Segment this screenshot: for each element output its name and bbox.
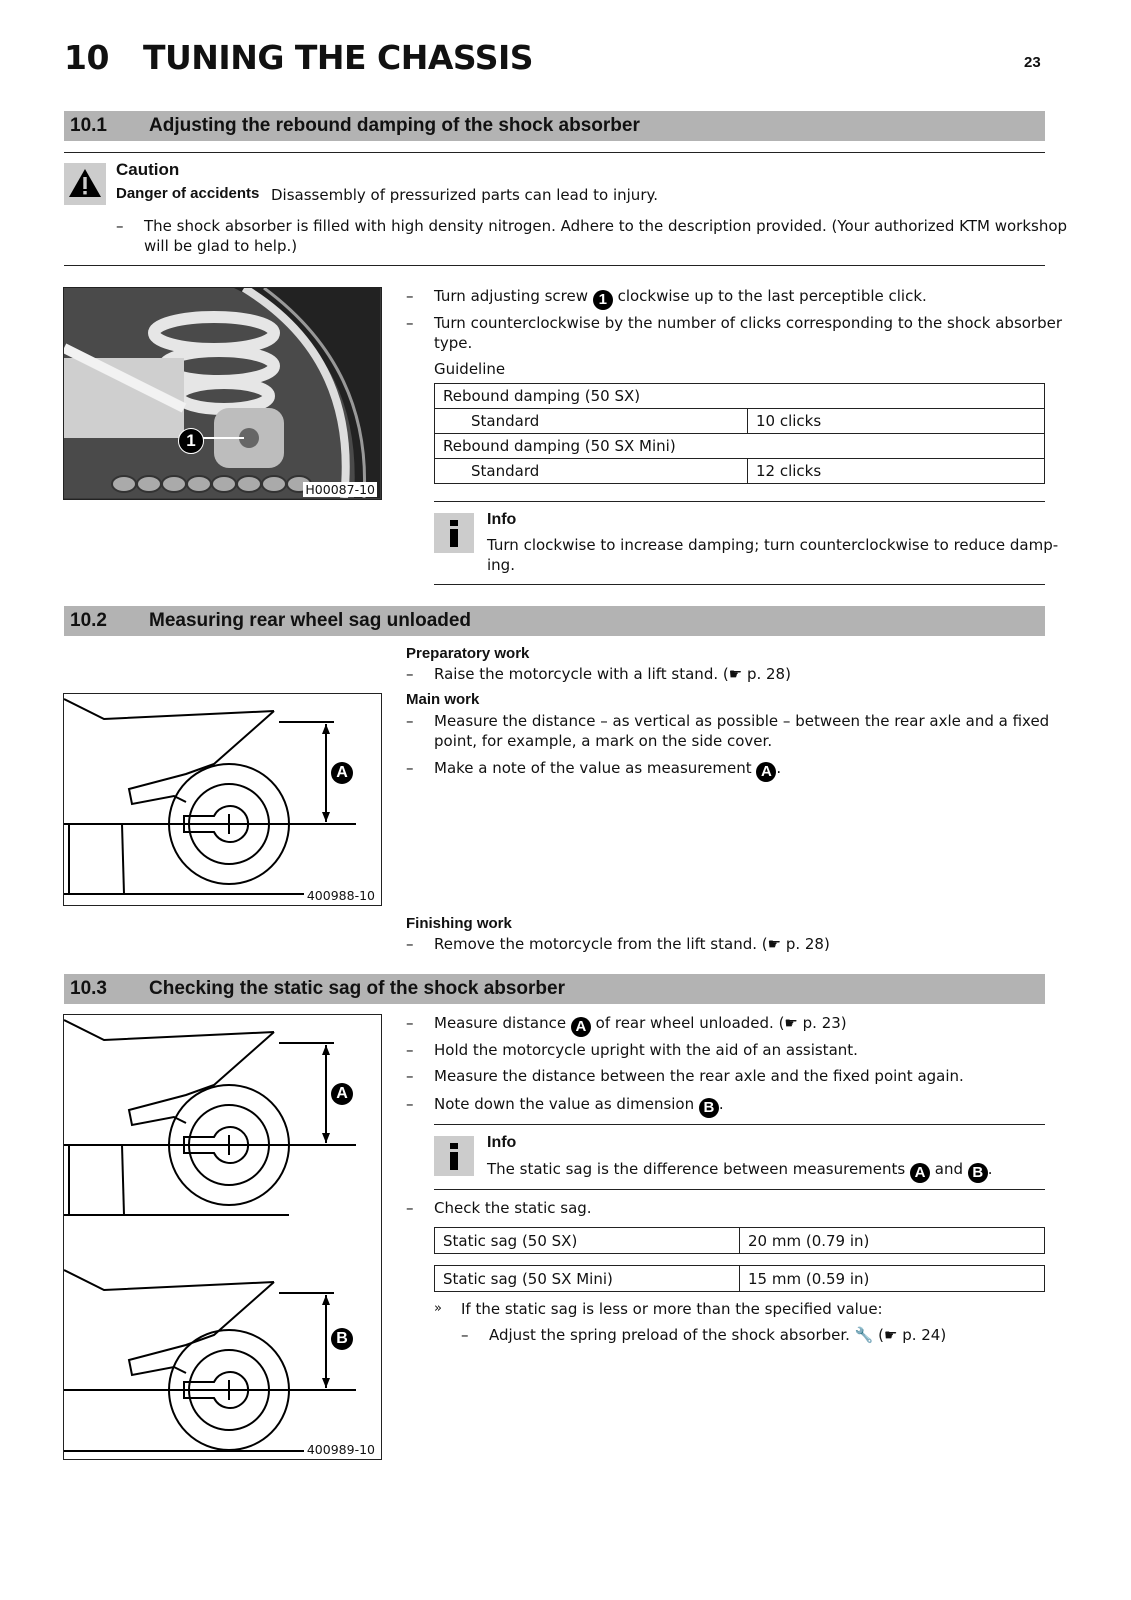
static-sag-table-50sx — [434, 1227, 1045, 1254]
step-measure-again: Measure the distance between the rear axle and the fixed point again. — [434, 1067, 964, 1085]
marker-a: A — [910, 1163, 930, 1183]
info-icon — [434, 513, 474, 553]
marker-a: A — [571, 1017, 591, 1037]
static-sag-diagram — [63, 1014, 382, 1460]
figure-id: H00087-10 — [305, 482, 375, 497]
bullet-dash: – — [406, 935, 414, 953]
step-note-dimension — [434, 1094, 724, 1118]
static-sag-table-50sx-mini — [434, 1265, 1045, 1292]
section-title: Measuring rear wheel sag unloaded — [149, 610, 472, 631]
bullet-dash: – — [116, 217, 124, 235]
section-number: 10.2 — [70, 610, 107, 631]
divider — [434, 584, 1045, 585]
table-cell: Rebound damping (50 SX Mini) — [435, 434, 1045, 459]
info-text-line2: ing. — [487, 556, 515, 574]
finishing-step: Remove the motorcycle from the lift stand. (☛ p. 28) — [434, 935, 830, 953]
table-cell: 10 clicks — [748, 409, 1045, 434]
check-static-sag: Check the static sag. — [434, 1199, 592, 1217]
condition-text: If the static sag is less or more than the specified value: — [461, 1300, 883, 1318]
page-number: 23 — [1024, 54, 1041, 71]
section-header-10-2 — [64, 606, 1045, 636]
info-text-line1: Turn clockwise to increase damping; turn counterclockwise to reduce damp- — [487, 536, 1059, 554]
bullet-dash: – — [406, 287, 414, 305]
divider — [434, 501, 1045, 502]
rear-wheel-diagram — [63, 693, 382, 906]
step-hold-upright: Hold the motorcycle upright with the aid of an assistant. — [434, 1041, 858, 1059]
info-text-part: The static sag is the difference between measurements — [487, 1160, 906, 1178]
step-counterclockwise-line2: type. — [434, 334, 473, 352]
caution-title: Caution — [116, 160, 180, 179]
table-cell: Static sag (50 SX Mini) — [435, 1266, 740, 1292]
caution-text: Disassembly of pressurized parts can lead to injury. — [271, 186, 658, 204]
caution-bullet-line2: will be glad to help.) — [144, 237, 298, 255]
bullet-dash: – — [406, 665, 414, 683]
table-cell: 15 mm (0.59 in) — [740, 1266, 1045, 1292]
action-text: Adjust the spring preload of the shock absorber. 🔧 (☛ p. 24) — [489, 1326, 947, 1344]
figure-id: 400988-10 — [306, 888, 375, 903]
table-cell: Rebound damping (50 SX) — [435, 384, 1045, 409]
bullet-dash: – — [406, 1199, 414, 1217]
table-cell: 12 clicks — [748, 459, 1045, 484]
section-title: Adjusting the rebound damping of the shock absorber — [149, 115, 640, 136]
step-counterclockwise-line1: Turn counterclockwise by the number of clicks corresponding to the shock absorber — [434, 314, 1063, 332]
step-text: Measure distance — [434, 1014, 567, 1032]
step-text: Turn adjusting screw — [434, 287, 589, 305]
section-title: Checking the static sag of the shock absorber — [149, 978, 565, 999]
table-cell: 20 mm (0.79 in) — [740, 1228, 1045, 1254]
finishing-work-label: Finishing work — [406, 915, 512, 932]
figure-marker-1: 1 — [178, 428, 204, 454]
preparatory-step: Raise the motorcycle with a lift stand. (☛ p. 28) — [434, 665, 791, 683]
section-number: 10.3 — [70, 978, 107, 999]
marker-a: A — [756, 762, 776, 782]
section-number: 10.1 — [70, 115, 107, 136]
bullet-dash: – — [406, 1041, 414, 1059]
bullet-dash: – — [406, 314, 414, 332]
divider — [434, 1124, 1045, 1125]
divider — [64, 152, 1045, 153]
marker-1: 1 — [593, 290, 613, 310]
main-step-1-line1: Measure the distance – as vertical as possible – between the rear axle and a fixed — [434, 712, 1050, 730]
info-icon — [434, 1136, 474, 1176]
step-text: of rear wheel unloaded. (☛ p. 23) — [595, 1014, 847, 1032]
section-header-10-1 — [64, 111, 1045, 141]
caution-label: Danger of accidents — [116, 185, 260, 202]
guideline-label: Guideline — [434, 360, 506, 378]
condition-marker: » — [434, 1301, 442, 1316]
preparatory-work-label: Preparatory work — [406, 645, 530, 662]
bullet-dash: – — [461, 1326, 469, 1344]
step-text: . — [718, 1095, 724, 1113]
figure-marker-a: A — [331, 1083, 353, 1105]
shock-absorber-photo — [63, 287, 382, 500]
section-header-10-3 — [64, 974, 1045, 1004]
marker-b: B — [699, 1098, 719, 1118]
info-text-part: and — [934, 1160, 964, 1178]
figure-id: 400989-10 — [306, 1442, 375, 1457]
marker-b: B — [968, 1163, 988, 1183]
figure-marker-a: A — [331, 762, 353, 784]
main-step-1-line2: point, for example, a mark on the side cover. — [434, 732, 773, 750]
step-text: Make a note of the value as measurement — [434, 759, 752, 777]
info-text — [487, 1159, 993, 1183]
bullet-dash: – — [406, 1067, 414, 1085]
step-text: Note down the value as dimension — [434, 1095, 695, 1113]
warning-icon — [64, 163, 106, 205]
bullet-dash: – — [406, 712, 414, 730]
figure-marker-b: B — [331, 1328, 353, 1350]
divider — [434, 1189, 1045, 1190]
bullet-dash: – — [406, 759, 414, 777]
divider — [64, 265, 1045, 266]
main-step-2 — [434, 758, 781, 782]
chapter-number: 10 — [64, 38, 109, 77]
table-cell: Static sag (50 SX) — [435, 1228, 740, 1254]
chapter-title: TUNING THE CHASSIS — [143, 38, 534, 77]
rebound-damping-table — [434, 383, 1045, 484]
step-text: clockwise up to the last perceptible click. — [617, 287, 927, 305]
bullet-dash: – — [406, 1095, 414, 1113]
caution-bullet-line1: The shock absorber is filled with high density nitrogen. Adhere to the description provided. (Your authorized KTM workshop — [144, 217, 1068, 235]
bullet-dash: – — [406, 1014, 414, 1032]
step-adjust-screw — [434, 286, 927, 310]
table-cell: Standard — [435, 409, 748, 434]
main-work-label: Main work — [406, 691, 480, 708]
table-cell: Standard — [435, 459, 748, 484]
step-measure-distance — [434, 1013, 847, 1037]
info-title: Info — [487, 1134, 517, 1151]
step-text: . — [776, 759, 782, 777]
info-text-part: . — [987, 1160, 993, 1178]
info-title: Info — [487, 511, 517, 528]
